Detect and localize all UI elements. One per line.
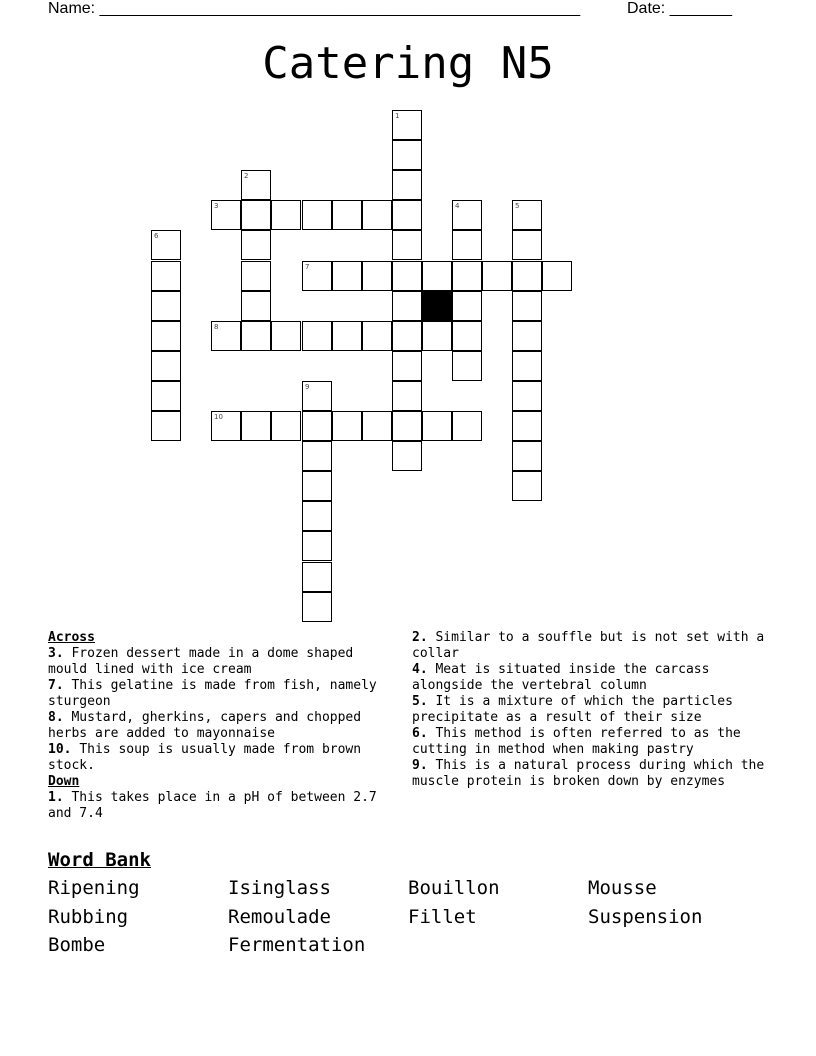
crossword-cell[interactable] (271, 411, 301, 441)
crossword-cell[interactable] (512, 351, 542, 381)
clue-across-7 (48, 678, 398, 710)
word-bank-item: Fermentation (228, 934, 366, 956)
word-bank (48, 874, 768, 960)
cell-clue-number: 3 (214, 202, 219, 210)
clue-text: This gelatine is made from fish, namely sturgeon (48, 678, 377, 709)
crossword-cell[interactable] (211, 411, 241, 441)
crossword-cell[interactable] (241, 170, 271, 200)
crossword-cell[interactable] (392, 441, 422, 471)
clue-across-8 (48, 710, 398, 742)
name-field-label[interactable]: Name: ______________________________________________________ (48, 0, 581, 17)
crossword-cell[interactable] (512, 471, 542, 501)
crossword-cell[interactable] (482, 261, 512, 291)
crossword-cell[interactable] (241, 200, 271, 230)
cell-clue-number: 5 (515, 202, 520, 210)
clue-down-2 (412, 630, 772, 662)
crossword-cell[interactable] (392, 351, 422, 381)
crossword-cell[interactable] (362, 321, 392, 351)
clue-down-9 (412, 758, 772, 790)
crossword-cell[interactable] (392, 170, 422, 200)
crossword-cell[interactable] (512, 441, 542, 471)
clues-right-column (412, 630, 772, 790)
clue-number: 9. (412, 758, 428, 773)
crossword-cell[interactable] (452, 261, 482, 291)
crossword-cell[interactable] (151, 381, 181, 411)
clues-left-column (48, 630, 398, 822)
date-field-label[interactable]: Date: _______ (627, 0, 732, 17)
crossword-cell[interactable] (271, 200, 301, 230)
clue-text: This soup is usually made from brown stock. (48, 742, 362, 773)
clue-text: Mustard, gherkins, capers and chopped herbs are added to mayonnaise (48, 710, 362, 741)
cell-clue-number: 8 (214, 323, 219, 331)
cell-clue-number: 10 (214, 413, 223, 421)
crossword-cell[interactable] (151, 351, 181, 381)
word-bank-title: Word Bank (48, 849, 151, 871)
crossword-cell[interactable] (302, 381, 332, 411)
crossword-cell[interactable] (392, 110, 422, 140)
clue-number: 4. (412, 662, 428, 677)
crossword-cell[interactable] (392, 291, 422, 321)
cell-clue-number: 1 (395, 112, 400, 120)
crossword-cell[interactable] (302, 531, 332, 561)
crossword-cell[interactable] (151, 261, 181, 291)
crossword-cell[interactable] (302, 562, 332, 592)
crossword-cell[interactable] (512, 200, 542, 230)
crossword-cell[interactable] (422, 321, 452, 351)
crossword-cell[interactable] (332, 200, 362, 230)
crossword-cell[interactable] (512, 291, 542, 321)
crossword-cell[interactable] (392, 140, 422, 170)
crossword-cell[interactable] (302, 200, 332, 230)
crossword-cell[interactable] (362, 261, 392, 291)
crossword-cell[interactable] (241, 321, 271, 351)
crossword-cell[interactable] (452, 321, 482, 351)
clue-number: 2. (412, 630, 428, 645)
word-bank-item: Bombe (48, 934, 106, 956)
cell-clue-number: 7 (305, 263, 310, 271)
crossword-cell[interactable] (302, 321, 332, 351)
crossword-cell[interactable] (392, 321, 422, 351)
word-bank-item: Bouillon (408, 877, 500, 899)
clue-text: This is a natural process during which the muscle protein is broken down by enzymes (412, 758, 765, 789)
crossword-cell[interactable] (452, 200, 482, 230)
crossword-cell[interactable] (332, 321, 362, 351)
crossword-cell[interactable] (241, 411, 271, 441)
cell-clue-number: 2 (244, 172, 249, 180)
clue-number: 7. (48, 678, 64, 693)
cell-clue-number: 6 (154, 232, 159, 240)
down-heading: Down (48, 774, 80, 789)
clue-text: Meat is situated inside the carcass alongside the vertebral column (412, 662, 710, 693)
crossword-cell[interactable] (241, 261, 271, 291)
crossword-cell[interactable] (151, 321, 181, 351)
crossword-blocked-cell (422, 291, 452, 321)
crossword-cell[interactable] (512, 411, 542, 441)
clue-text: This takes place in a pH of between 2.7 and 7.4 (48, 790, 377, 821)
clue-down-4 (412, 662, 772, 694)
crossword-cell[interactable] (452, 411, 482, 441)
clue-number: 6. (412, 726, 428, 741)
word-bank-item: Remoulade (228, 905, 331, 928)
clue-down-1 (48, 790, 398, 822)
crossword-cell[interactable] (452, 230, 482, 260)
crossword-cell[interactable] (241, 230, 271, 260)
crossword-cell[interactable] (542, 261, 572, 291)
crossword-cell[interactable] (302, 441, 332, 471)
crossword-cell[interactable] (392, 411, 422, 441)
clue-number: 1. (48, 790, 64, 805)
clue-text: This method is often referred to as the cutting in method when making pastry (412, 726, 741, 757)
clue-across-3 (48, 646, 398, 678)
clue-across-10 (48, 742, 398, 774)
crossword-cell[interactable] (512, 321, 542, 351)
crossword-cell[interactable] (452, 291, 482, 321)
clue-text: It is a mixture of which the particles precipitate as a result of their size (412, 694, 733, 725)
clue-text: Frozen dessert made in a dome shaped mould lined with ice cream (48, 646, 354, 677)
crossword-cell[interactable] (151, 230, 181, 260)
crossword-cell[interactable] (392, 261, 422, 291)
crossword-cell[interactable] (151, 291, 181, 321)
crossword-cell[interactable] (362, 411, 392, 441)
crossword-cell[interactable] (422, 411, 452, 441)
crossword-cell[interactable] (211, 200, 241, 230)
word-bank-item: Ripening (48, 877, 140, 899)
word-bank-item: Isinglass (228, 877, 331, 899)
word-bank-item: Mousse (588, 877, 657, 899)
clue-down-5 (412, 694, 772, 726)
crossword-cell[interactable] (512, 381, 542, 411)
crossword-cell[interactable] (211, 321, 241, 351)
clue-number: 10. (48, 742, 72, 757)
crossword-cell[interactable] (392, 200, 422, 230)
crossword-cell[interactable] (241, 291, 271, 321)
crossword-cell[interactable] (302, 261, 332, 291)
clue-down-6 (412, 726, 772, 758)
crossword-cell[interactable] (392, 230, 422, 260)
crossword-cell[interactable] (271, 321, 301, 351)
clue-number: 3. (48, 646, 64, 661)
word-bank-item: Suspension (588, 905, 703, 928)
crossword-cell[interactable] (302, 501, 332, 531)
crossword-cell[interactable] (302, 471, 332, 501)
crossword-cell[interactable] (512, 230, 542, 260)
clue-number: 8. (48, 710, 64, 725)
crossword-cell[interactable] (151, 411, 181, 441)
crossword-cell[interactable] (392, 381, 422, 411)
crossword-cell[interactable] (452, 351, 482, 381)
crossword-cell[interactable] (332, 261, 362, 291)
crossword-cell[interactable] (422, 261, 452, 291)
crossword-cell[interactable] (362, 200, 392, 230)
crossword-cell[interactable] (302, 592, 332, 622)
clue-text: Similar to a souffle but is not set with a collar (412, 630, 765, 661)
word-bank-item: Fillet (408, 905, 477, 928)
crossword-cell[interactable] (332, 411, 362, 441)
page-title: Catering N5 (262, 38, 554, 89)
across-heading: Across (48, 630, 95, 645)
cell-clue-number: 9 (305, 383, 310, 391)
clue-number: 5. (412, 694, 428, 709)
crossword-cell[interactable] (302, 411, 332, 441)
cell-clue-number: 4 (455, 202, 460, 210)
crossword-cell[interactable] (512, 261, 542, 291)
word-bank-item: Rubbing (48, 905, 129, 928)
